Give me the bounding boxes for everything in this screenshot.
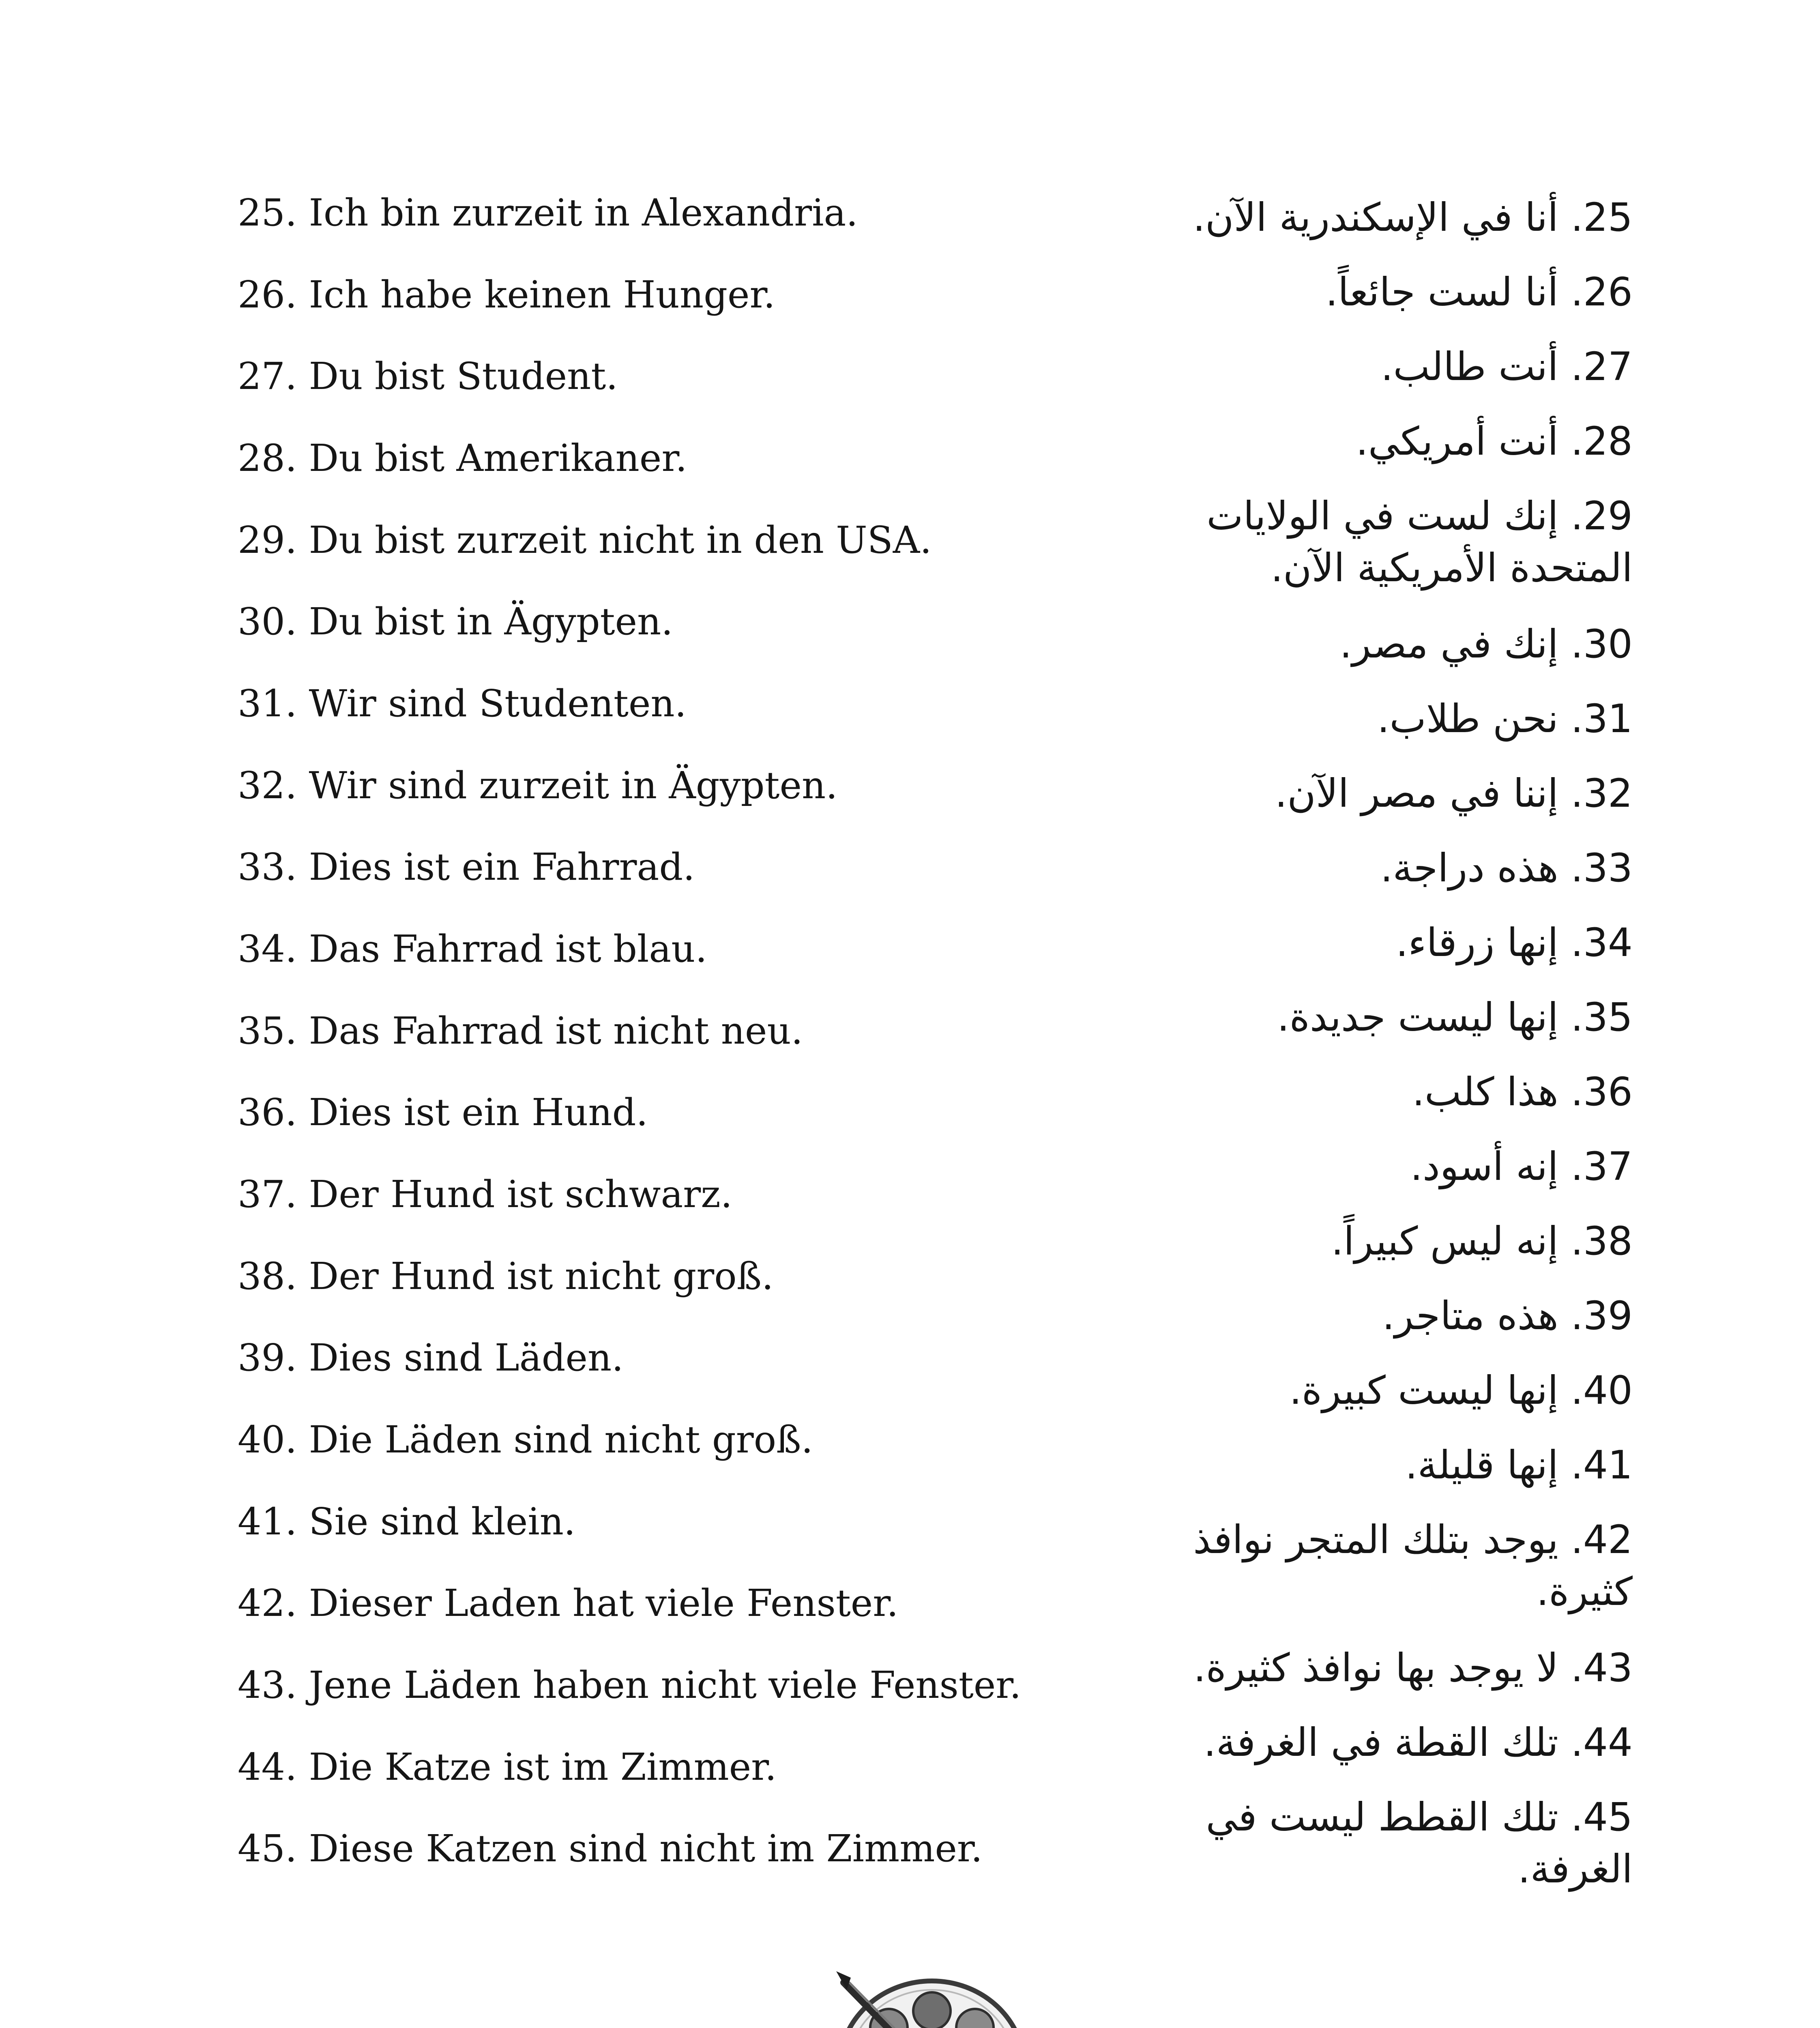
german-sentence-34: 34. Das Fahrrad ist blau.	[238, 927, 707, 971]
german-sentence-42: 42. Dieser Laden hat viele Fenster.	[238, 1581, 899, 1625]
german-sentence-27: 27. Du bist Student.	[238, 354, 618, 398]
german-sentence-43: 43. Jene Läden haben nicht viele Fenster.	[238, 1663, 1022, 1707]
arabic-sentence-27: 27. أنت طالب.	[1380, 344, 1633, 389]
arabic-sentence-44: 44. تلك القطة في الغرفة.	[1204, 1720, 1633, 1765]
arabic-sentence-38: 38. إنه ليس كبيراً.	[1331, 1218, 1633, 1264]
arabic-sentence-28: 28. أنت أمريكي.	[1356, 419, 1633, 464]
arabic-sentence-40: 40. إنها ليست كبيرة.	[1289, 1368, 1633, 1413]
arabic-sentence-30: 30. إنك في مصر.	[1339, 621, 1633, 667]
german-sentence-44: 44. Die Katze ist im Zimmer.	[238, 1745, 777, 1789]
german-sentence-41: 41. Sie sind klein.	[238, 1500, 576, 1543]
arabic-sentence-34: 34. إنها زرقاء.	[1395, 920, 1633, 965]
german-sentence-36: 36. Dies ist ein Hund.	[238, 1091, 648, 1134]
german-sentence-26: 26. Ich habe keinen Hunger.	[238, 273, 775, 316]
arabic-sentence-29: 29. إنك لست في الولايات المتحدة الأمريكية الآن.	[1206, 493, 1633, 591]
arabic-sentence-45: 45. تلك القطط ليست في الغرفة.	[1206, 1794, 1633, 1892]
arabic-sentence-41: 41. إنها قليلة.	[1405, 1442, 1633, 1488]
paint-well	[913, 1992, 951, 2028]
german-sentence-40: 40. Die Läden sind nicht groß.	[238, 1418, 813, 1461]
arabic-sentence-39: 39. هذه متاجر.	[1382, 1293, 1633, 1338]
german-sentence-39: 39. Dies sind Läden.	[238, 1336, 624, 1379]
arabic-sentence-36: 36. هذا كلب.	[1412, 1069, 1633, 1115]
arabic-sentence-37: 37. إنه أسود.	[1410, 1144, 1633, 1189]
german-sentence-29: 29. Du bist zurzeit nicht in den USA.	[238, 518, 932, 562]
german-sentence-35: 35. Das Fahrrad ist nicht neu.	[238, 1009, 803, 1053]
arabic-sentence-43: 43. لا يوجد بها نوافذ كثيرة.	[1193, 1645, 1633, 1691]
paint-palette-icon	[827, 1954, 1038, 2028]
german-sentence-45: 45. Diese Katzen sind nicht im Zimmer.	[238, 1827, 983, 1870]
arabic-sentence-35: 35. إنها ليست جديدة.	[1277, 995, 1633, 1040]
german-sentence-33: 33. Dies ist ein Fahrrad.	[238, 845, 695, 889]
arabic-sentence-42: 42. يوجد بتلك المتجر نوافذ كثيرة.	[1193, 1517, 1633, 1614]
arabic-sentence-26: 26. أنا لست جائعاً.	[1325, 269, 1633, 315]
arabic-sentence-25: 25. أنا في الإسكندرية الآن.	[1193, 195, 1633, 240]
arabic-sentence-32: 32. إننا في مصر الآن.	[1275, 771, 1633, 816]
german-sentence-32: 32. Wir sind zurzeit in Ägypten.	[238, 764, 838, 807]
arabic-sentence-33: 33. هذه دراجة.	[1380, 845, 1633, 891]
arabic-sentence-31: 31. نحن طلاب.	[1377, 696, 1633, 741]
german-sentence-28: 28. Du bist Amerikaner.	[238, 436, 687, 480]
german-sentence-31: 31. Wir sind Studenten.	[238, 682, 687, 725]
german-sentence-37: 37. Der Hund ist schwarz.	[238, 1173, 732, 1216]
german-sentence-25: 25. Ich bin zurzeit in Alexandria.	[238, 191, 858, 234]
german-sentence-38: 38. Der Hund ist nicht groß.	[238, 1255, 774, 1298]
german-sentence-30: 30. Du bist in Ägypten.	[238, 600, 673, 643]
